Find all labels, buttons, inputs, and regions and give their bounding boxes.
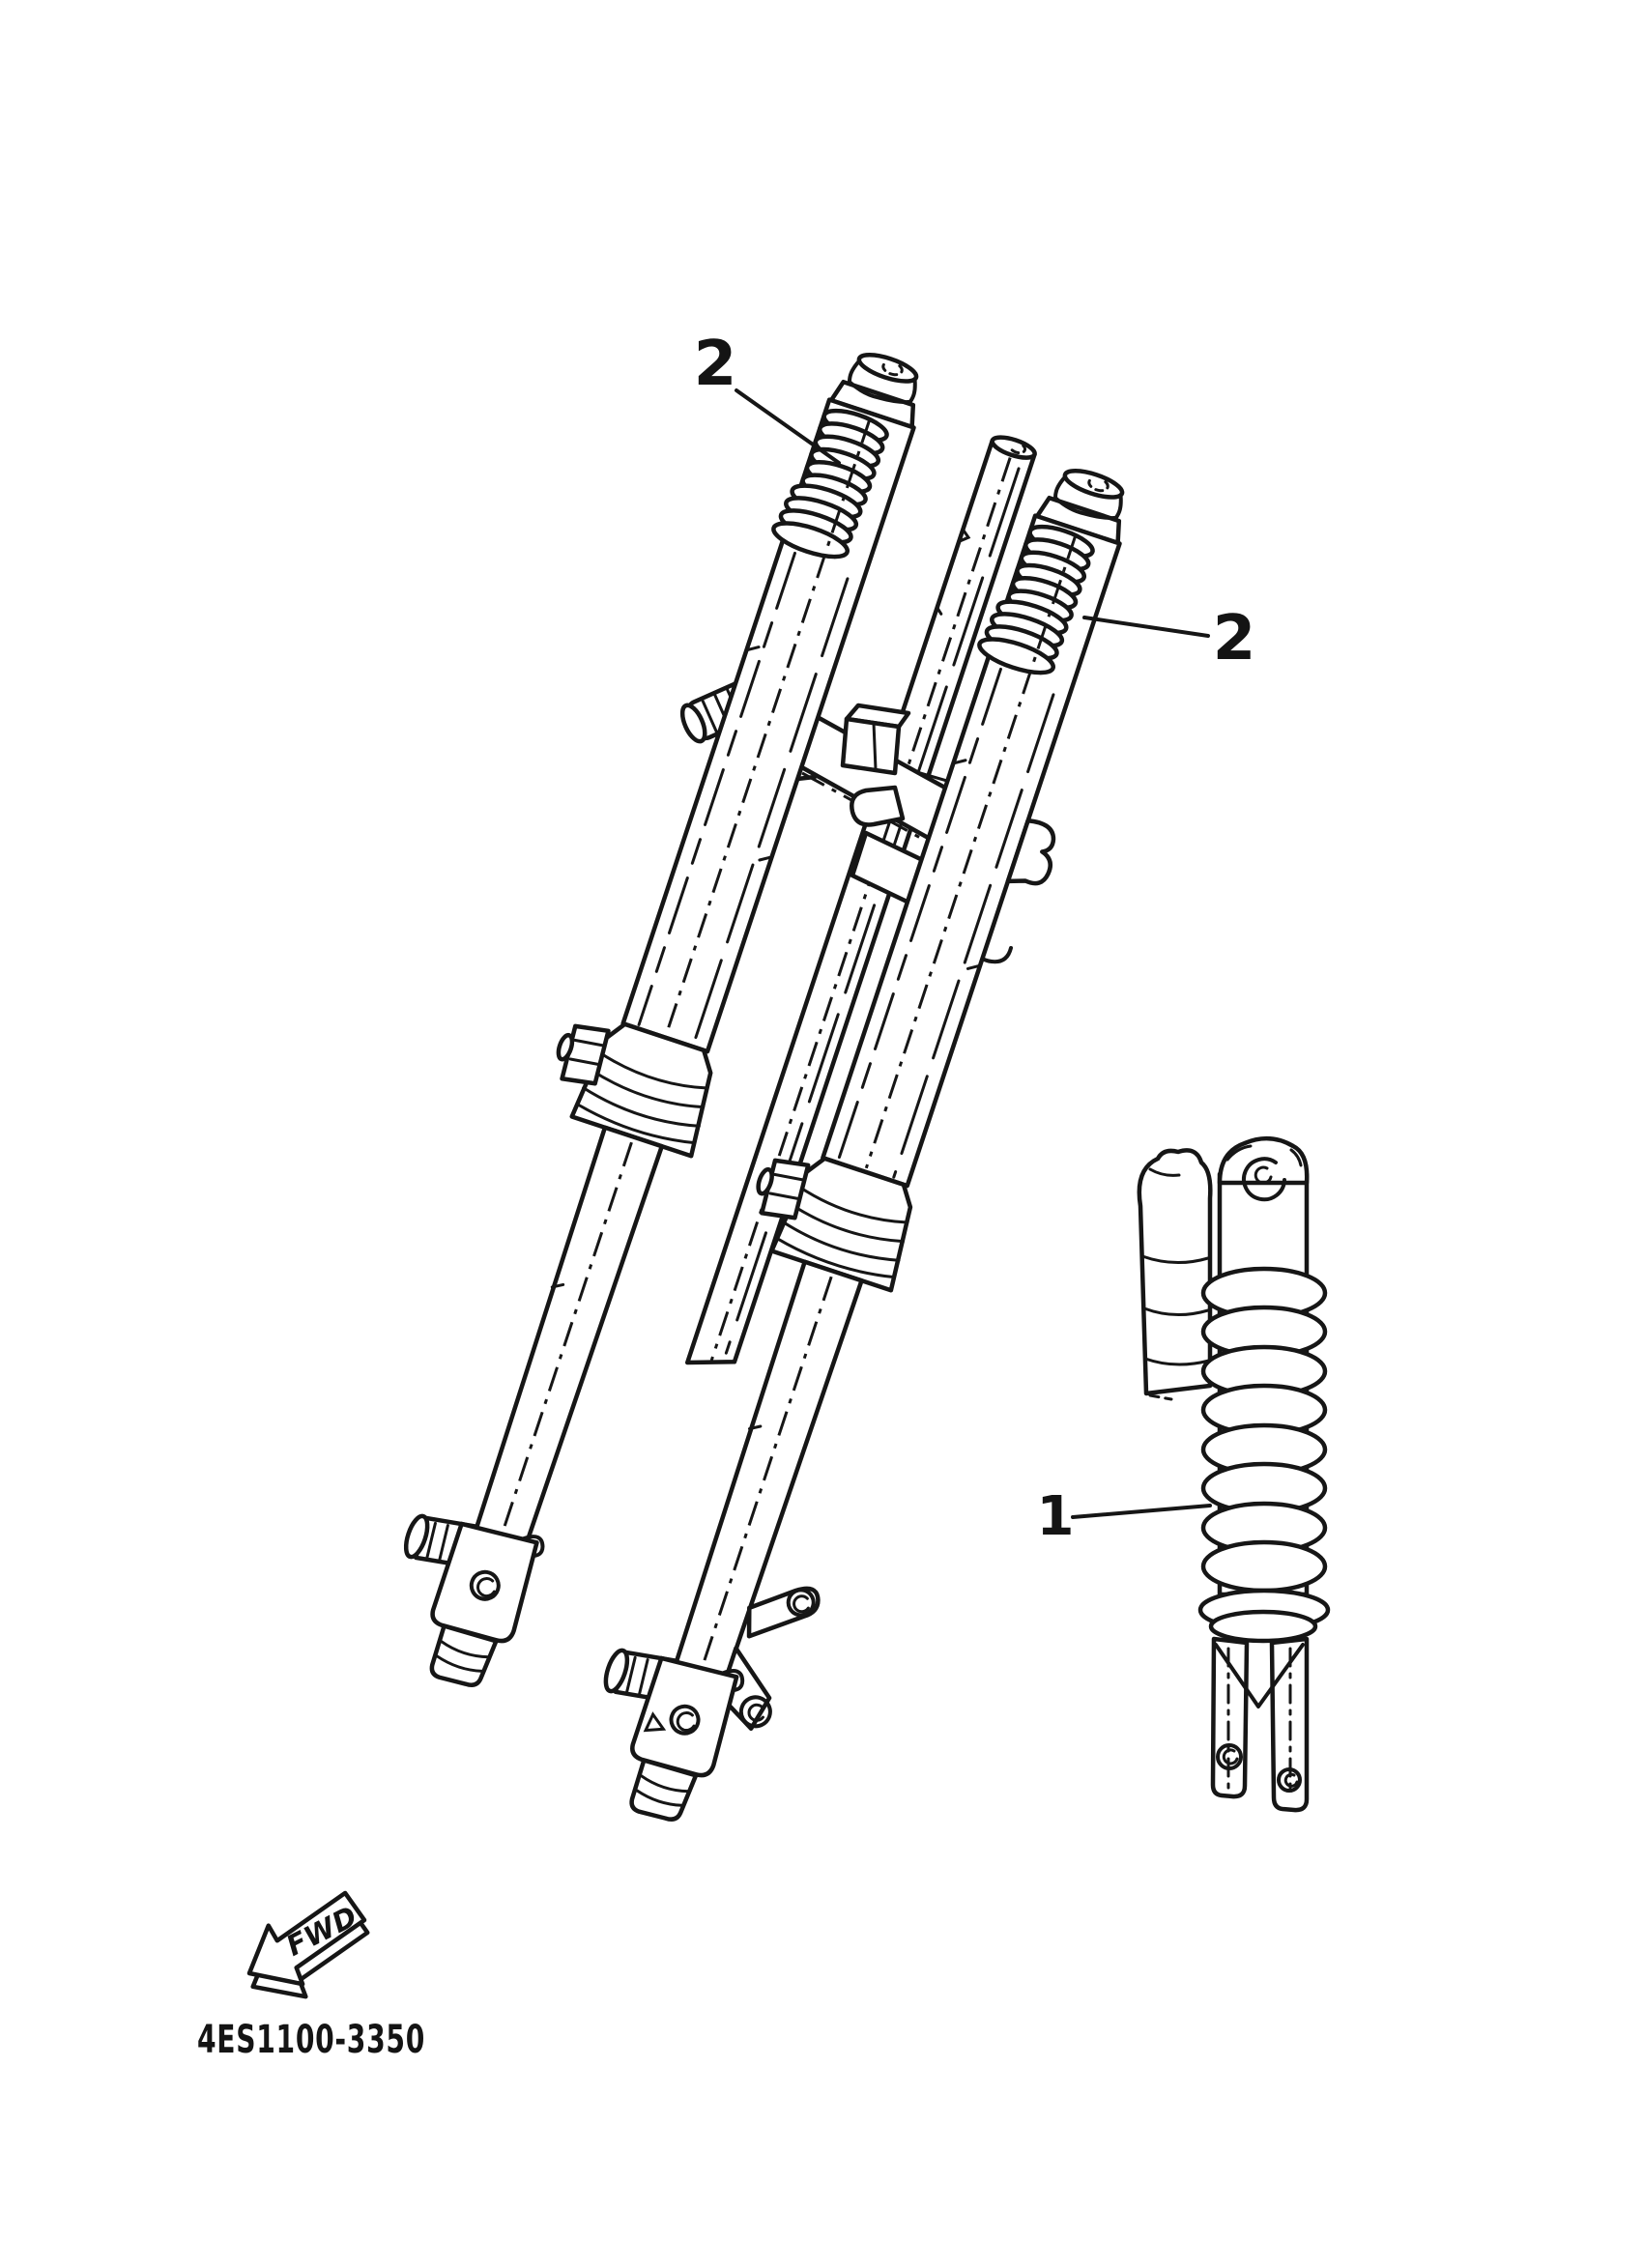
- callout-label: 2: [693, 329, 737, 400]
- leader-line: [1084, 617, 1208, 636]
- fwd-direction-icon: [231, 1885, 383, 2016]
- leader-line: [1073, 1506, 1210, 1517]
- shock-clevis-mount: [1213, 1639, 1307, 1810]
- callout-2-right: [1084, 603, 1255, 675]
- front-fork-left: [360, 328, 948, 1701]
- rear-shock-absorber: [1139, 1138, 1328, 1810]
- shock-reservoir: [1139, 1150, 1211, 1393]
- callout-1: [1037, 1485, 1210, 1548]
- fwd-label: FWD: [280, 1899, 363, 1963]
- callout-label: 1: [1036, 1485, 1075, 1548]
- callout-label: 2: [1212, 603, 1256, 675]
- part-code-label: 4ES1100-3350: [197, 2018, 425, 2062]
